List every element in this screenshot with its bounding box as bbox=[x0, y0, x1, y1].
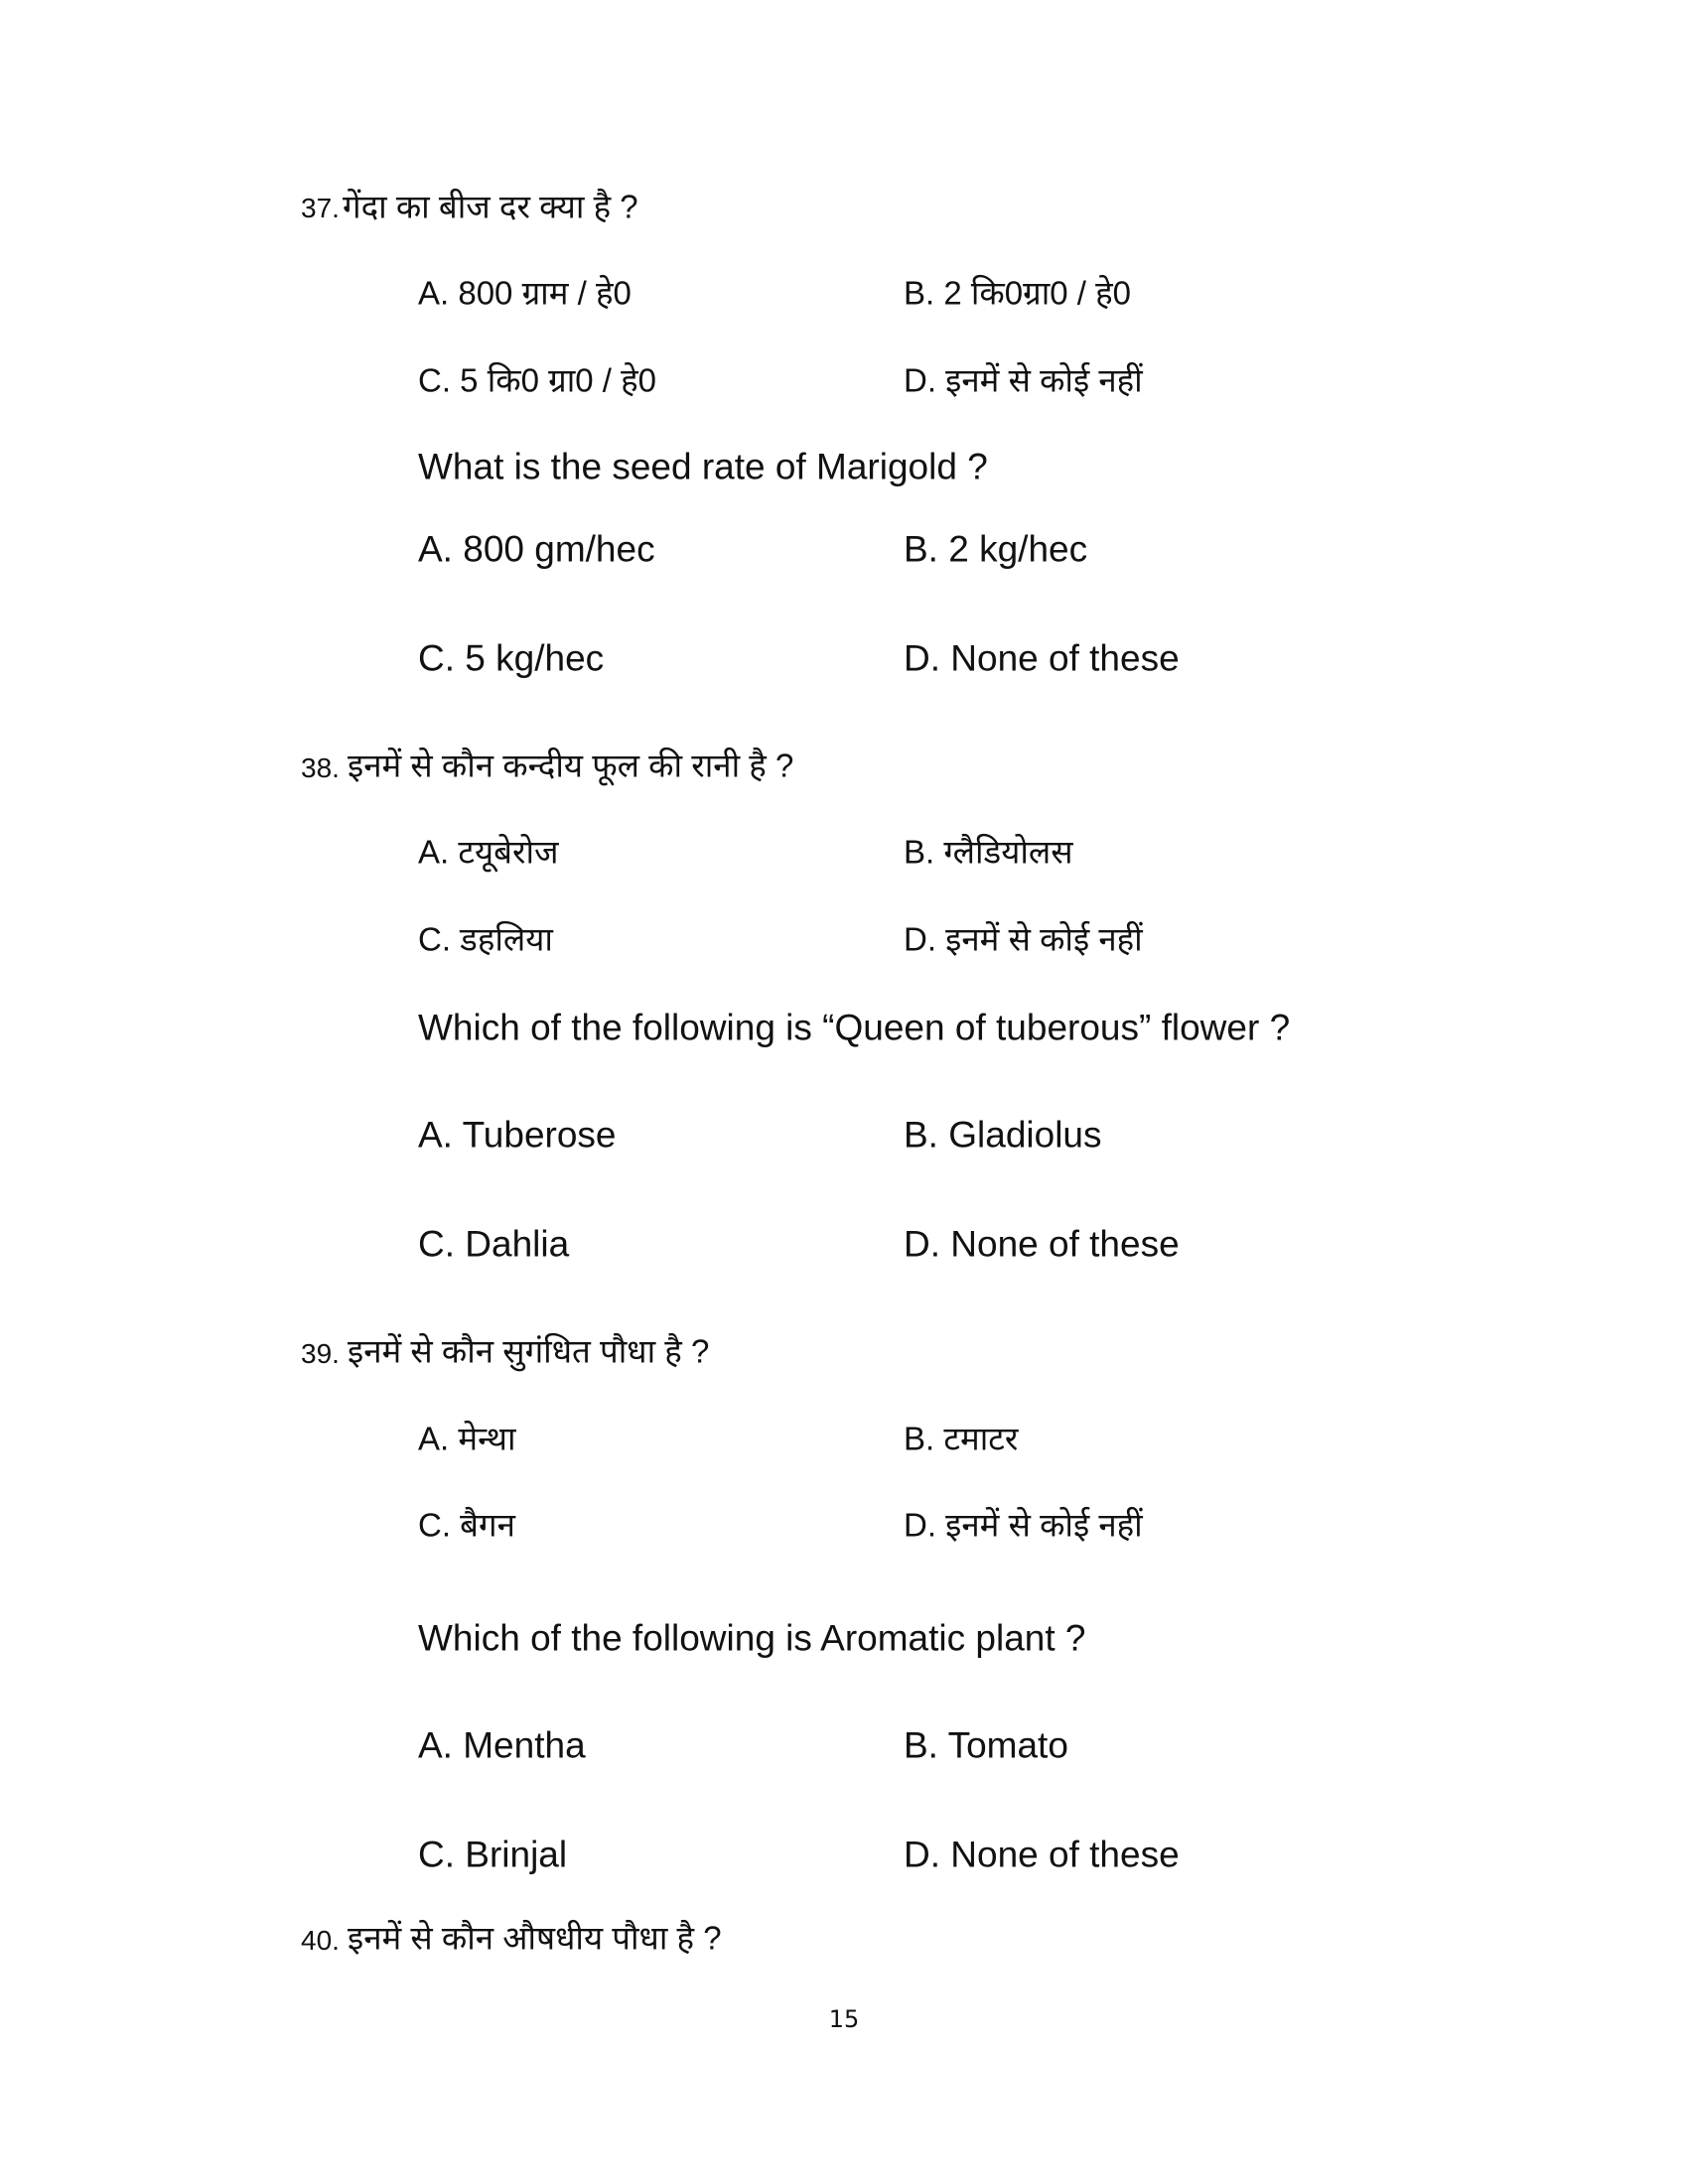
english-question: Which of the following is “Queen of tuberous” flower ? bbox=[418, 1007, 1291, 1048]
english-option-d: D. None of these bbox=[904, 637, 1180, 679]
english-option-d: D. None of these bbox=[904, 1223, 1180, 1265]
hindi-option-c: C. बैगन bbox=[418, 1506, 515, 1544]
hindi-option-b: B. ग्लैडियोलस bbox=[904, 833, 1073, 871]
english-option-a: A. Tuberose bbox=[418, 1114, 617, 1156]
hindi-option-c: C. डहलिया bbox=[418, 920, 553, 958]
english-option-c: C. Brinjal bbox=[418, 1834, 568, 1875]
english-option-c: C. Dahlia bbox=[418, 1223, 570, 1265]
hindi-option-a: A. टयूबेरोज bbox=[418, 833, 559, 871]
question-number: 39. bbox=[301, 1338, 340, 1369]
question-number: 38. bbox=[301, 752, 340, 783]
english-option-a: A. Mentha bbox=[418, 1724, 586, 1766]
english-question: Which of the following is Aromatic plant ? bbox=[418, 1617, 1086, 1659]
hindi-option-c: C. 5 कि0 ग्रा0 / हे0 bbox=[418, 361, 656, 399]
question-number: 37. bbox=[301, 193, 340, 223]
hindi-question: इनमें से कौन कन्दीय फूल की रानी है ? bbox=[348, 747, 794, 784]
english-option-b: B. Tomato bbox=[904, 1724, 1068, 1766]
english-option-c: C. 5 kg/hec bbox=[418, 637, 605, 679]
hindi-option-d: D. इनमें से कोई नहीं bbox=[904, 361, 1143, 399]
english-option-a: A. 800 gm/hec bbox=[418, 528, 655, 570]
hindi-option-d: D. इनमें से कोई नहीं bbox=[904, 1506, 1143, 1544]
hindi-question: इनमें से कौन सुगंधित पौधा है ? bbox=[348, 1332, 710, 1370]
question-number: 40. bbox=[301, 1925, 340, 1956]
hindi-option-b: B. टमाटर bbox=[904, 1420, 1019, 1457]
english-question: What is the seed rate of Marigold ? bbox=[418, 446, 988, 487]
hindi-question: गेंदा का बीज दर क्या है ? bbox=[343, 188, 638, 225]
hindi-question: इनमें से कौन औषधीय पौधा है ? bbox=[348, 1919, 722, 1957]
hindi-option-d: D. इनमें से कोई नहीं bbox=[904, 920, 1143, 958]
english-option-b: B. Gladiolus bbox=[904, 1114, 1102, 1156]
english-option-b: B. 2 kg/hec bbox=[904, 528, 1088, 570]
page-number: 15 bbox=[828, 2005, 860, 2033]
hindi-option-a: A. 800 ग्राम / हे0 bbox=[418, 274, 632, 312]
hindi-option-b: B. 2 कि0ग्रा0 / हे0 bbox=[904, 274, 1132, 312]
english-option-d: D. None of these bbox=[904, 1834, 1180, 1875]
hindi-option-a: A. मेन्था bbox=[418, 1420, 516, 1457]
